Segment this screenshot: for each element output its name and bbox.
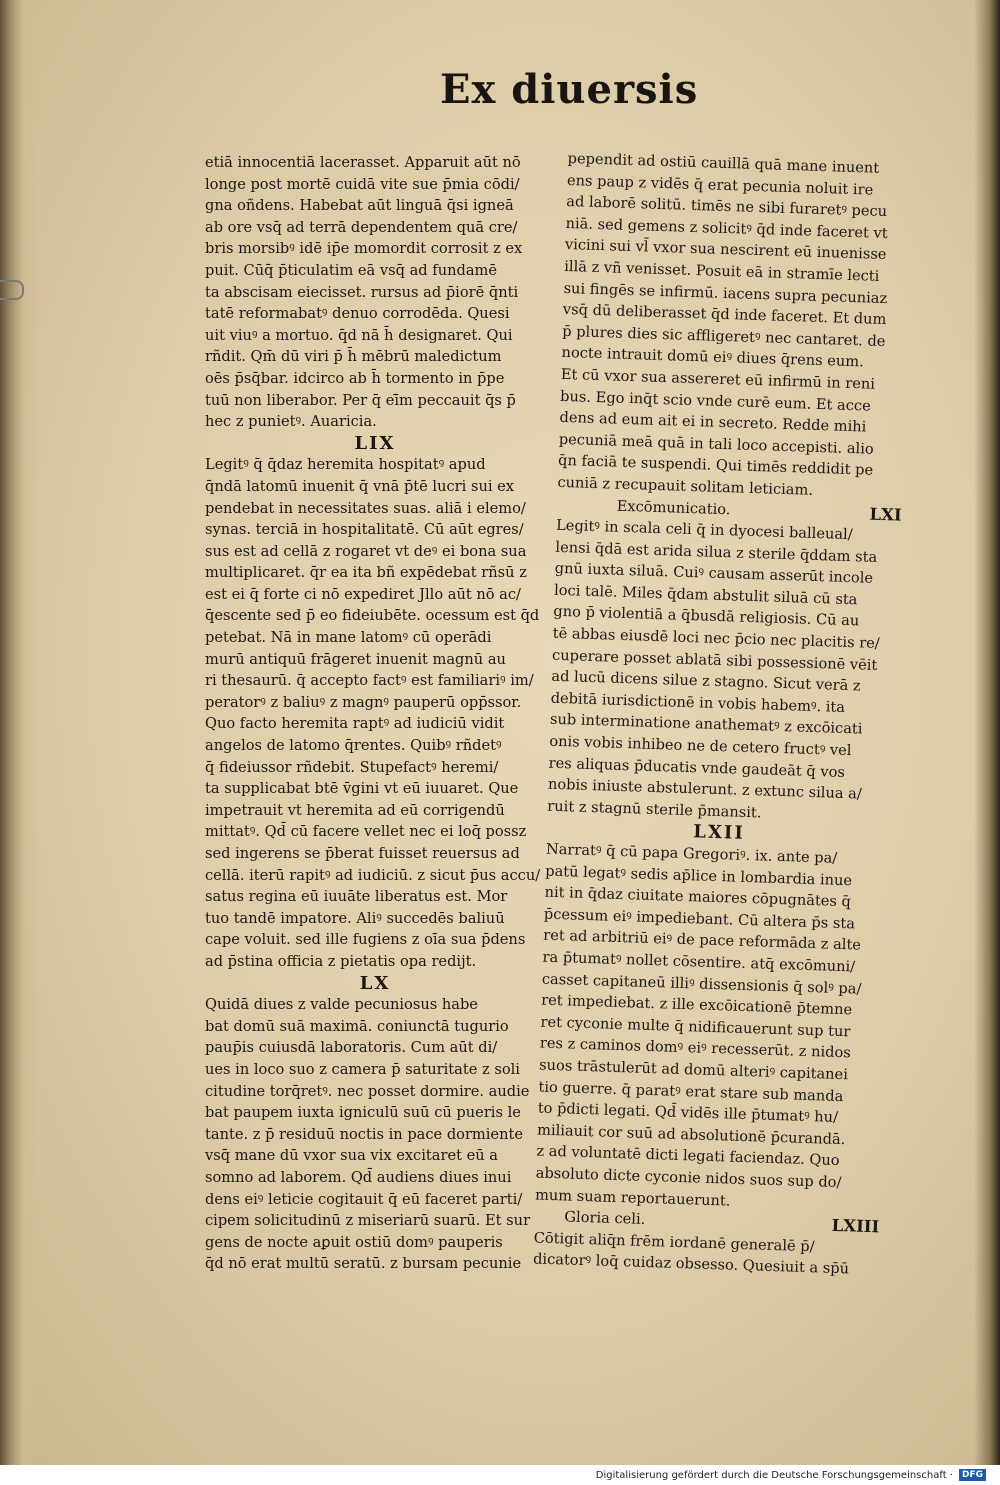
text-line: illā z vñ venisset. Posuit eā in stramīe lecti	[564, 257, 880, 285]
text-line: gens de nocte aꝑuit ostiū domꝰ pauperis	[205, 1233, 503, 1251]
text-line: ra p̄tumatꝰ nollet cōsentire. atq̄ excōmuni/	[542, 948, 856, 976]
text-line: murū antiquū frāgeret inuenit magnū au	[205, 650, 506, 668]
text-line: q̄n faciā te suspendi. Qui timēs reddidit pe	[557, 452, 874, 480]
text-line: longe post mortē cuidā vite sue p̄mia cōdi/	[205, 175, 520, 193]
text-line: bat paupem iuxta igniculū suū cū pueris le	[205, 1104, 521, 1122]
text-line: sed ingerens se p̄berat fuisset reuersus ad	[205, 845, 520, 862]
left-column	[205, 152, 545, 1275]
text-line: ruit z stagnū sterile p̄mansit.	[547, 797, 762, 822]
text-line: res aliquas p̄ducatis vnde gaudeāt q̄ vos	[548, 754, 846, 781]
funding-credit: Digitalisierung gefördert durch die Deutsche Forschungsgemeinschaft ·	[595, 1469, 953, 1481]
chapter-heading-lxi: LXI	[869, 504, 902, 525]
text-line: q̄escente sed p̄ eo fideiubēte. ocessum est q̄d	[205, 607, 540, 625]
text-line: cape voluit. sed ille fugiens z oīa sua p̄dens	[205, 931, 526, 949]
text-line: nobis iniuste abstulerunt. z extunc silua a/	[547, 775, 863, 803]
text-line: suos trāstulerūt ad domū alteriꝰ capitanei	[538, 1056, 849, 1084]
text-line: vicini sui vl̄ vxor sua nescirent eū inuenisse	[564, 236, 887, 264]
text-line: q̄ndā latomū inuenit q̄ vnā p̄tē lucri sui ex	[205, 477, 515, 495]
text-line: synas. terciā in hospitalitatē. Cū aūt egres/	[205, 521, 524, 539]
text-line: ret impediebat. z ille excōicationē p̄temne	[540, 991, 853, 1019]
text-line: tuū non liberabor. Per q̄ eī̄m peccauit q̄s p̄	[205, 391, 516, 409]
text-line: paup̄is cuiusdā laboratoris. Cum aūt di/	[205, 1039, 498, 1057]
text-line: tio guerre. q̄ paratꝰ erat stare sub manda	[538, 1078, 844, 1105]
text-line: mittatꝰ. Qd̄ cū facere vellet nec ei loq̄ possz	[205, 823, 527, 841]
chapter-heading-lx: LX	[359, 972, 391, 994]
text-line: ab ore vsq̄ ad terrā dependentem quā cre/	[205, 218, 518, 236]
text-line: satus regina eū iuuāte liberatus est. Mor	[205, 888, 508, 906]
text-line: ret ad arbitriū eiꝰ de pace reformāda z alte	[542, 926, 862, 954]
chapter-heading-lix: LIX	[354, 432, 396, 454]
text-line: rñdit. Qm̄ dū viri p̄ h̄ mēbrū maledictum	[205, 348, 502, 366]
text-line: bris morsibꝰ idē ip̄e momordit corrosit z ex	[205, 240, 523, 258]
text-line: cellā. iterū rapitꝰ ad iudiciū. z sicut p̄us accu/	[205, 866, 541, 884]
page-edge-right	[974, 0, 1000, 1465]
text-line: pependit ad ostiū cauillā quā mane inuent	[567, 149, 880, 177]
text-line: patū legatꝰ sedis ap̄lice in lombardia inue	[545, 862, 853, 889]
text-line: tuo tandē impatore. Aliꝰ succedēs baliuū	[205, 909, 505, 927]
text-line: loci talē. Miles q̄dam abstulit siluā cū sta	[553, 581, 858, 609]
text-line: somno ad laborem. Qd̄ audiens diues inui	[205, 1168, 512, 1186]
text-line: vsq̄ mane dū vxor sua vix excitaret eū a	[205, 1147, 498, 1165]
text-line: nocte intrauit domū eiꝰ diues q̄rens eum.	[561, 344, 865, 371]
text-line: petebat. Nā in mane latomꝰ cū operādi	[205, 629, 492, 647]
text-line: ta supplicabat btē v̄gini vt eū iuuaret. Que	[205, 780, 519, 798]
text-line: debitā iurisdictionē in vobis habemꝰ. ita	[550, 689, 846, 716]
text-line: bus. Ego inq̄t scio vnde curē eum. Et acce	[559, 387, 872, 415]
text-line: mum suam reportauerunt.	[534, 1185, 731, 1210]
text-line: q̄d nō erat multū seratū. z bursam pecunie	[205, 1255, 522, 1273]
text-line: Legitꝰ in scala celi q̄ in dyocesi balleual/	[555, 516, 853, 544]
text-line: nit in q̄daz ciuitate maiores cōpugnātes q̄	[544, 883, 852, 911]
digitization-footer	[0, 1465, 1000, 1485]
text-line: bat domū suā maximā. coniunctā tugurio	[205, 1017, 509, 1035]
text-line: Quidā diues z valde pecuniosus habe	[205, 996, 478, 1014]
text-line: dens eiꝰ leticie cogitauit q̄ eū faceret parti/	[205, 1190, 523, 1208]
chapter-heading-lxii: LXII	[693, 821, 746, 845]
text-line: citudine torq̄retꝰ. nec posset dormire. audie	[205, 1082, 530, 1100]
text-line: ad p̄stina officia z pietatis opa redijt.	[205, 952, 477, 970]
text-line: niā. sed gemens z solicitꝰ q̄d inde faceret vt	[565, 214, 888, 242]
text-line: hec z punietꝰ. Auaricia.	[205, 413, 377, 431]
chapter-heading-lxiii: LXIII	[831, 1215, 880, 1237]
text-line: uit viuꝰ a mortuo. q̄d nā h̄ designaret. Qui	[205, 326, 513, 344]
text-line: q̄ fideiussor rñdebit. Stupefactꝰ heremi/	[205, 758, 499, 776]
text-line: p̄ plures dies sic affligeretꝰ nec cantaret. de	[561, 322, 886, 350]
text-line: cipem solicitudinū z miseriarū suarū. Et sur	[205, 1212, 531, 1230]
text-line: z ad voluntatē dicti legati faciendaz. Quo	[536, 1142, 840, 1170]
text-line: sub interminatione anathematꝰ z excōicati	[549, 711, 863, 738]
text-line: ues in loco suo z camera p̄ saturitate z soli	[205, 1060, 520, 1078]
text-line: vsq̄ dū deliberasset q̄d inde faceret. Et dum	[562, 301, 887, 329]
text-line: tante. z p̄ residuū noctis in pace dormiente	[205, 1125, 523, 1143]
text-line: res z caminos domꝰ eiꝰ recesserūt. z nidos	[539, 1034, 852, 1062]
text-line: gnū iuxta siluā. Cuiꝰ causam asserūt incole	[554, 560, 874, 588]
text-line: ad lucū dicens silue z stagno. Sicut verā z	[551, 667, 861, 695]
text-line: Cōtigit aliq̄n frēm iordanē generalē p̄/	[533, 1229, 815, 1255]
text-line: tatē reformabatꝰ denuo corrodēda. Quesi	[205, 305, 510, 323]
text-line: cuniā z recupauit solitam leticiam.	[557, 473, 814, 499]
text-line: pecuniā meā quā in tali loco accepisti. alio	[558, 430, 874, 458]
rubric-gloria-celi: Gloria celi.	[564, 1208, 646, 1229]
text-line: ret cyconie multe q̄ nidificauerunt sup tur	[540, 1013, 851, 1041]
text-line: est ei q̄ forte ci nō expediret Jllo aūt nō ac/	[205, 585, 521, 603]
text-line: onis vobis inhibeo ne de cetero fructꝰ vel	[549, 732, 852, 760]
text-line: impetrauit vt heremita ad eū corrigendū	[205, 801, 505, 819]
right-column	[533, 148, 913, 1281]
text-line: tē abbas eiusdē loci nec p̄cio nec placitis re/	[552, 624, 881, 653]
text-line: Narratꝰ q̄ cū papa Gregoriꝰ. ix. ante pa/	[545, 840, 838, 867]
text-line: ta abscisam eiecisset. rursus ad p̄iorē q̄nti	[205, 283, 519, 301]
text-line: miliauit cor suū ad absolutionē p̄curandā.	[536, 1121, 846, 1148]
running-header: Ex diuersis	[440, 66, 699, 113]
text-line: gno p̄ violentiā a q̄busdā religiosis. Cū au	[553, 603, 860, 630]
text-line: dens ad eum ait ei in secreto. Redde mihi	[559, 408, 867, 436]
rubric-excommunicatio: Excōmunicatio.	[616, 497, 731, 518]
text-line: gna oñdens. Habebat aūt linguā q̄si igneā	[205, 197, 514, 215]
dfg-logo: DFG	[959, 1469, 986, 1481]
text-line: ad laborē solitū. timēs ne sibi furaretꝰ pecu	[566, 193, 888, 221]
text-line: to p̄dicti legati. Qd̄ vidēs ille p̄tumatꝰ hu/	[537, 1099, 839, 1127]
text-line: Et cū vxor sua assereret eū infirmū in reni	[560, 365, 876, 393]
text-line: oēs p̄sq̄bar. idcirco ab h̄ tormento in p̄pe	[205, 369, 505, 387]
text-line: dicatorꝰ loq̄ cuidaz obsesso. Quesiuit a sp̄ū	[532, 1250, 850, 1278]
text-line: etiā innocentiā lacerasset. Apparuit aūt nō	[205, 154, 521, 171]
text-line: casset capitaneū illiꝰ dissensionis q̄ solꝰ pa/	[541, 970, 862, 998]
text-line: sus est ad cellā z rogaret vt deꝰ ei bona sua	[205, 542, 527, 560]
text-line: lensi q̄dā est arida silua z sterile q̄ddam sta	[555, 538, 878, 566]
text-line: absoluto dicte cyconie nidos suos sup do/	[535, 1164, 842, 1192]
text-line: pendebat in necessitates suas. aliā i elemo/	[205, 499, 526, 517]
text-line: ri thesaurū. q̄ accepto factꝰ est familiariꝰ im/	[205, 672, 534, 690]
text-line: multiplicaret. q̄r ea ita bñ expēdebat rñsū z	[205, 564, 527, 582]
text-line: puit. Cūq̄ p̄ticulatim eā vsq̄ ad fundamē	[205, 261, 498, 279]
text-line: peratorꝰ z baliuꝰ z magnꝰ pauperū opp̄ssor.	[205, 693, 522, 711]
text-line: angelos de latomo q̄rentes. Quibꝰ rñdetꝰ	[205, 737, 502, 755]
text-line: p̄cessum eiꝰ impediebant. Cū altera p̄s sta	[543, 905, 856, 933]
text-line: ens paup z vidēs q̄ erat pecunia noluit ire	[566, 171, 874, 199]
page-edge-left	[0, 0, 38, 1465]
text-line: cuperare posset ablatā sibi possessionē vēit	[551, 646, 878, 674]
clip-icon	[0, 280, 24, 300]
text-line: sui fingēs se infirmū. iacens supra pecuniaz	[563, 279, 888, 307]
text-line: Legitꝰ q̄ q̄daz heremita hospitatꝰ apud	[205, 456, 486, 474]
text-line: Quo facto heremita raptꝰ ad iudiciū vidit	[205, 715, 505, 733]
